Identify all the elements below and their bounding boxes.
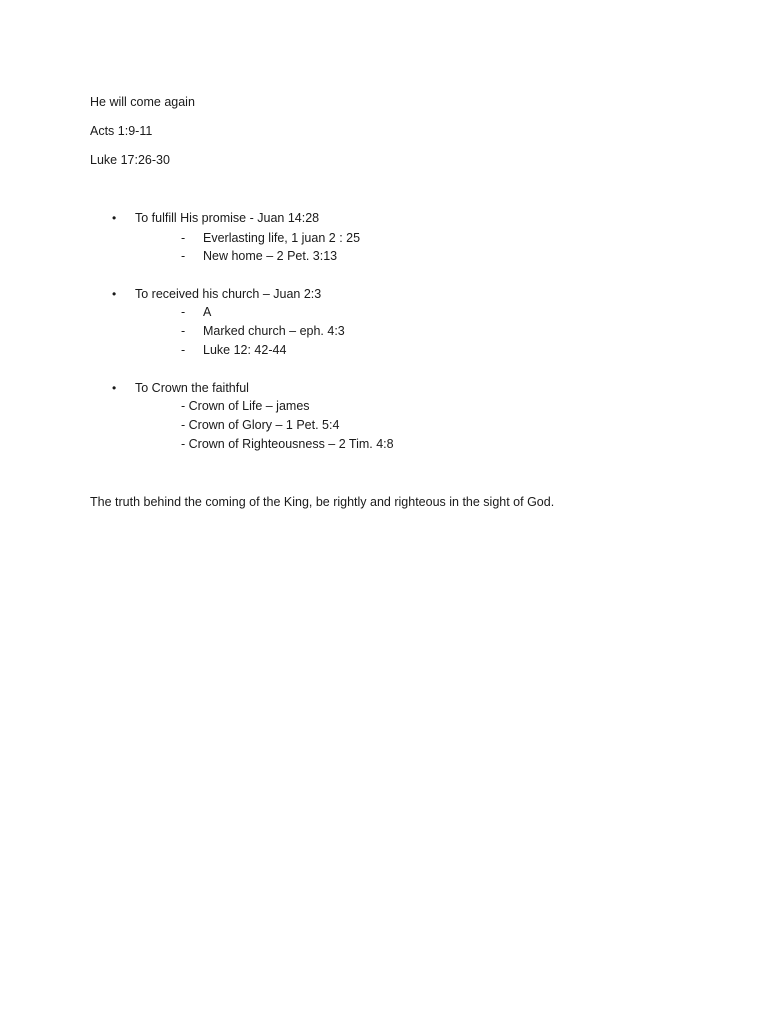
bullet-icon: •	[112, 287, 117, 301]
list-item: New home – 2 Pet. 3:13	[203, 249, 338, 263]
dash-icon: -	[181, 343, 186, 357]
bullet-icon: •	[112, 381, 117, 395]
scripture-reference: Acts 1:9-11	[90, 124, 153, 138]
scripture-reference: Luke 17:26-30	[90, 153, 170, 167]
dash-icon: -	[181, 249, 186, 263]
list-item: A	[203, 305, 212, 319]
list-item: Marked church – eph. 4:3	[203, 324, 345, 338]
section-title: To Crown the faithful	[135, 381, 249, 395]
conclusion-paragraph: The truth behind the coming of the King, be rightly and righteous in the sight of God.	[90, 495, 555, 509]
list-item: - Crown of Glory – 1 Pet. 5:4	[181, 418, 340, 432]
list-item: Luke 12: 42-44	[203, 343, 287, 357]
section-title: To fulfill His promise - Juan 14:28	[135, 211, 320, 225]
list-item: - Crown of Life – james	[181, 399, 310, 413]
dash-icon: -	[181, 231, 186, 245]
list-item: Everlasting life, 1 juan 2 : 25	[203, 231, 361, 245]
dash-icon: -	[181, 324, 186, 338]
bullet-icon: •	[112, 211, 117, 225]
dash-icon: -	[181, 305, 186, 319]
document-title: He will come again	[90, 95, 195, 109]
list-item: - Crown of Righteousness – 2 Tim. 4:8	[181, 437, 394, 451]
section-title: To received his church – Juan 2:3	[135, 287, 322, 301]
